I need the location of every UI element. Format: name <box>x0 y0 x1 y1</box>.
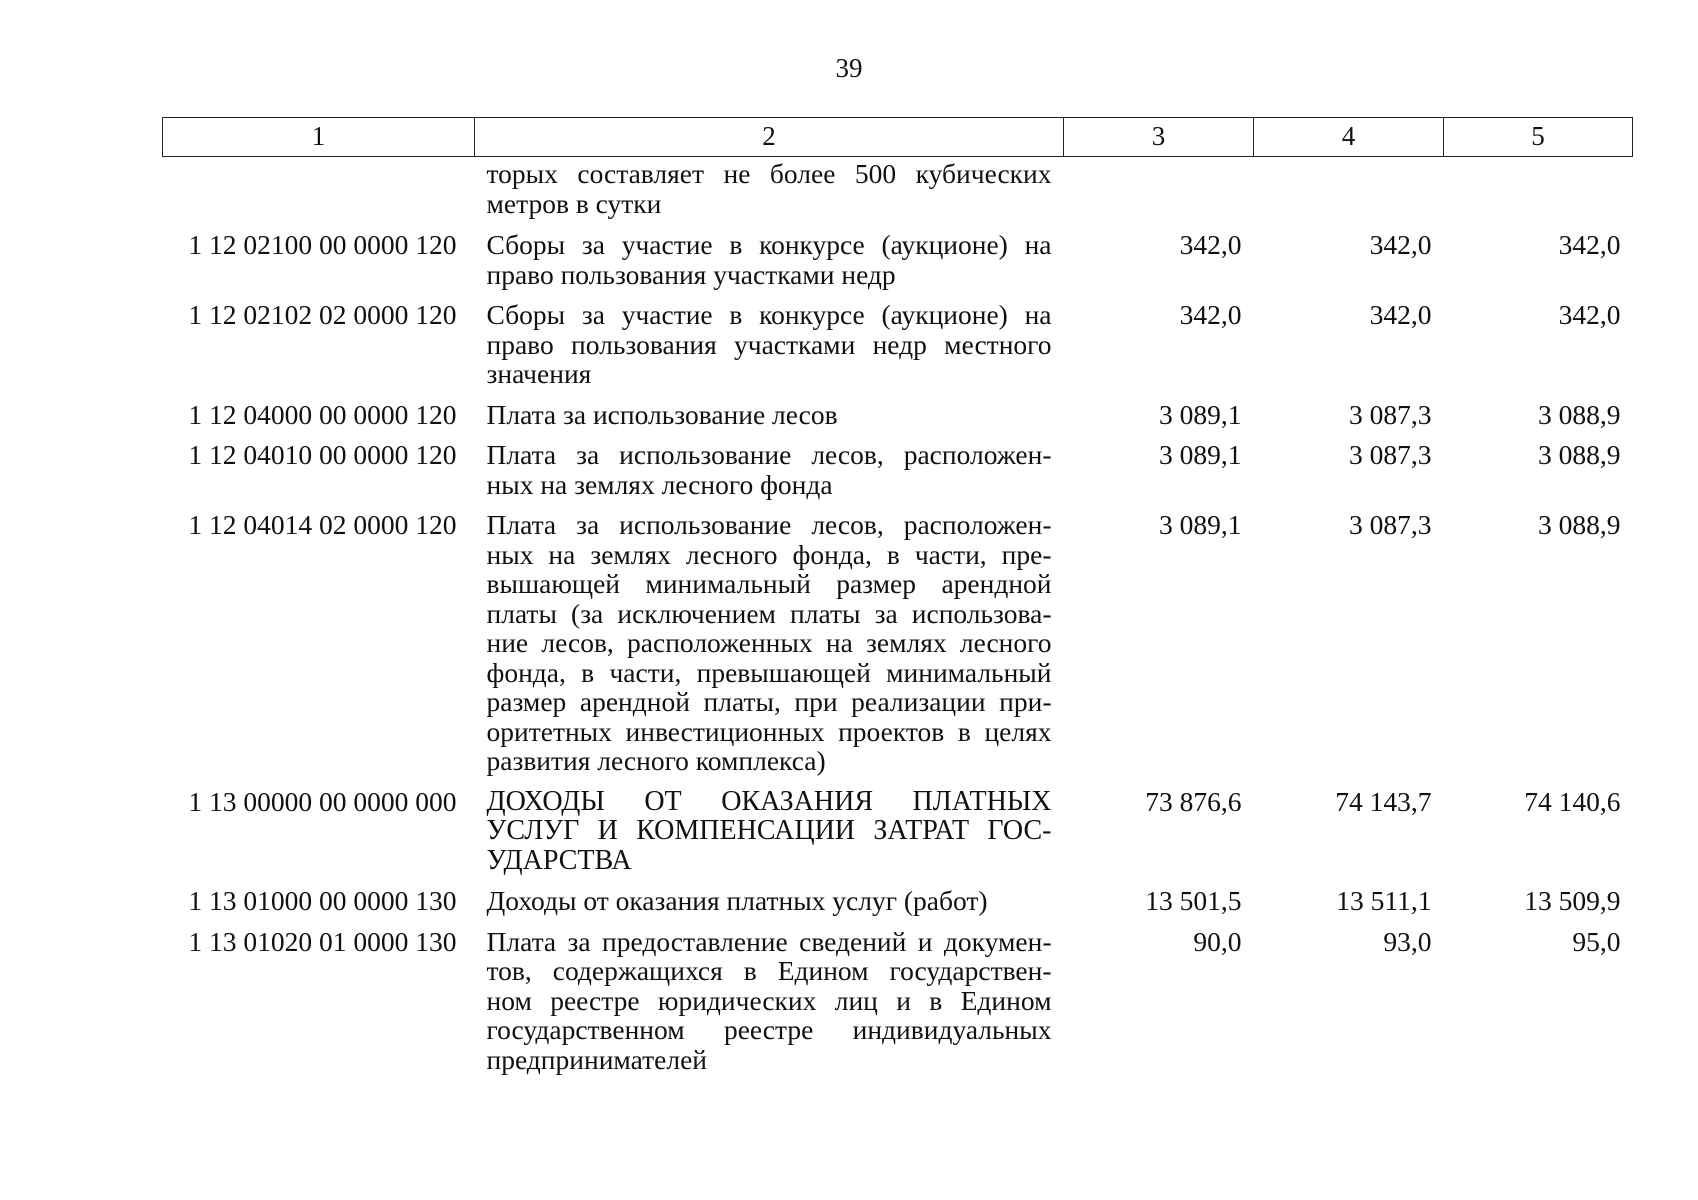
income-name-line: Плата за использование лесов, расположен- <box>486 439 1052 470</box>
page-number: 39 <box>835 53 863 83</box>
column-header-2: 2 <box>475 118 1064 157</box>
income-name-line: Плата за использование лесов <box>486 398 838 430</box>
income-name-line: значения <box>486 358 592 389</box>
income-name-line: вышающей минимальный размер арендной <box>486 568 1052 599</box>
amount-cell-5: 13 509,9 <box>1524 885 1621 916</box>
amount-cell-3: 342,0 <box>1179 299 1242 330</box>
income-name-line: УСЛУГ И КОМПЕНСАЦИИ ЗАТРАТ ГОС- <box>486 815 1052 846</box>
income-name-cell <box>475 787 1064 887</box>
amount-cell-4: 74 143,7 <box>1335 785 1432 817</box>
amount-cell-4: 342,0 <box>1369 299 1432 330</box>
table-row <box>163 400 1633 441</box>
income-name-cell <box>475 927 1064 1086</box>
table-row <box>163 787 1633 887</box>
amount-cell-4: 3 087,3 <box>1349 439 1432 470</box>
income-name-line: метров в сутки <box>486 187 662 219</box>
income-name-line: фонда, в части, превышающей минимальный <box>486 656 1052 688</box>
income-name-line: оритетных инвестиционных проектов в целях <box>486 715 1052 747</box>
income-name-line: Плата за использование лесов, расположен- <box>486 509 1052 540</box>
amount-cell-3: 90,0 <box>1193 925 1242 957</box>
income-name-line: развития лесного комплекса) <box>486 745 826 776</box>
income-name-line: Сборы за участие в конкурсе (аукционе) на <box>486 229 1052 260</box>
income-name-line: право пользования участками недр <box>486 258 896 290</box>
budget-code-cell: 1 13 01020 01 0000 130 <box>188 925 457 957</box>
amount-cell-5: 3 088,9 <box>1538 398 1621 430</box>
income-name-line: платы (за исключением платы за использова- <box>486 597 1052 629</box>
amount-cell-5: 3 088,9 <box>1538 439 1621 470</box>
table-row <box>163 440 1633 510</box>
budget-code-cell: 1 12 04014 02 0000 120 <box>188 509 457 540</box>
amount-cell-5 <box>1444 157 1633 231</box>
table-body <box>163 157 1633 1086</box>
amount-cell-3: 3 089,1 <box>1159 398 1242 430</box>
income-name-cell <box>475 400 1064 441</box>
column-header-4: 4 <box>1254 118 1444 157</box>
income-name-line: Плата за предоставление сведений и докумен- <box>486 925 1052 957</box>
income-name-line: размер арендной платы, при реализации при- <box>486 686 1052 717</box>
income-name-cell <box>475 157 1064 231</box>
income-name-line: Сборы за участие в конкурсе (аукционе) на <box>486 299 1052 330</box>
amount-cell-3 <box>1064 157 1254 231</box>
column-header-1: 1 <box>163 118 475 157</box>
income-name-cell <box>475 440 1064 510</box>
amount-cell-3: 73 876,6 <box>1145 785 1242 817</box>
table-row <box>163 886 1633 927</box>
income-name-line: ных на землях лесного фонда <box>486 468 833 500</box>
budget-code-cell: 1 12 04010 00 0000 120 <box>188 439 457 470</box>
table-row <box>163 230 1633 300</box>
income-name-line: государственном реестре индивидуальных <box>486 1014 1052 1045</box>
income-name-line: ных на землях лесного фонда, в части, пре- <box>486 538 1052 570</box>
amount-cell-3: 342,0 <box>1179 229 1242 260</box>
budget-code-cell: 1 12 02100 00 0000 120 <box>188 229 457 260</box>
amount-cell-4: 3 087,3 <box>1349 509 1432 540</box>
amount-cell-5: 342,0 <box>1558 299 1621 330</box>
amount-cell-3: 3 089,1 <box>1159 439 1242 470</box>
amount-cell-3: 13 501,5 <box>1145 885 1242 916</box>
table-row <box>163 157 1633 231</box>
income-name-cell <box>475 510 1064 787</box>
budget-code-cell: 1 12 02102 02 0000 120 <box>188 299 457 330</box>
table-row <box>163 510 1633 787</box>
amount-cell-5: 342,0 <box>1558 229 1621 260</box>
income-name-cell <box>475 230 1064 300</box>
revenue-table <box>162 117 1633 1085</box>
table-header-row <box>163 118 1633 157</box>
income-name-cell <box>475 300 1064 400</box>
budget-code-cell: 1 12 04000 00 0000 120 <box>188 398 457 430</box>
table-row <box>163 300 1633 400</box>
amount-cell-4: 93,0 <box>1383 925 1432 957</box>
budget-code-cell <box>163 157 475 231</box>
amount-cell-4: 13 511,1 <box>1336 885 1432 916</box>
amount-cell-5: 95,0 <box>1572 925 1621 957</box>
amount-cell-3: 3 089,1 <box>1159 509 1242 540</box>
income-name-line: УДАРСТВА <box>486 844 632 876</box>
column-header-3: 3 <box>1064 118 1254 157</box>
column-header-5: 5 <box>1444 118 1633 157</box>
budget-code-cell: 1 13 00000 00 0000 000 <box>188 785 457 817</box>
income-name-line: ном реестре юридических лиц и в Едином <box>486 984 1052 1016</box>
income-name-line: торых составляет не более 500 кубических <box>486 158 1052 189</box>
income-name-line: ние лесов, расположенных на землях лесного <box>486 627 1052 658</box>
income-name-line: тов, содержащихся в Едином государствен- <box>486 955 1052 986</box>
amount-cell-4: 342,0 <box>1369 229 1432 260</box>
amount-cell-4: 3 087,3 <box>1349 398 1432 430</box>
amount-cell-4 <box>1254 157 1444 231</box>
income-name-line: ДОХОДЫ ОТ ОКАЗАНИЯ ПЛАТНЫХ <box>486 785 1052 817</box>
amount-cell-5: 74 140,6 <box>1524 785 1621 817</box>
budget-code-cell: 1 13 01000 00 0000 130 <box>188 885 457 916</box>
income-name-line: Доходы от оказания платных услуг (работ) <box>486 885 988 916</box>
income-name-line: право пользования участками недр местного <box>486 328 1052 360</box>
amount-cell-5: 3 088,9 <box>1538 509 1621 540</box>
income-name-line: предпринимателей <box>486 1043 707 1075</box>
income-name-cell <box>475 886 1064 927</box>
table-row <box>163 927 1633 1086</box>
